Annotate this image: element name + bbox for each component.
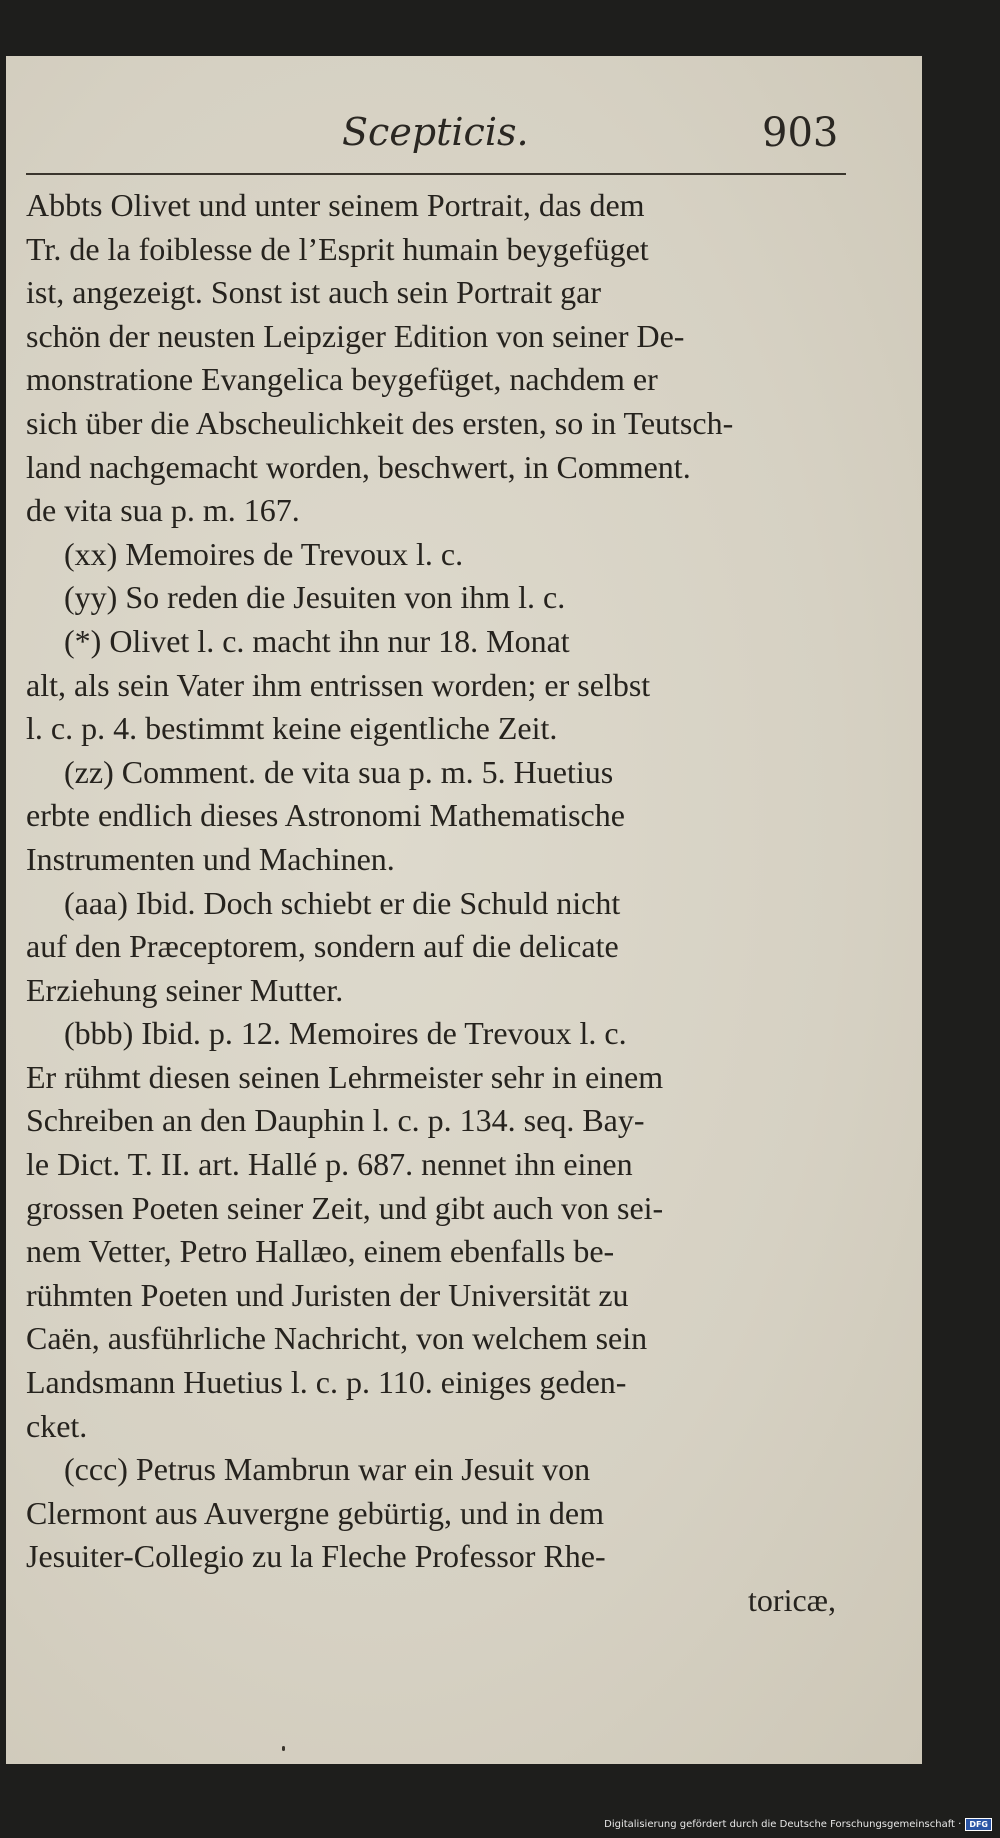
text-line: (aaa) Ibid. Doch schiebt er die Schuld nicht: [64, 884, 621, 921]
text-line: schön der neusten Leipziger Edition von seiner De-: [26, 317, 685, 354]
text-line: Clermont aus Auvergne gebürtig, und in dem: [26, 1494, 604, 1531]
text-line: land nachgemacht worden, beschwert, in Comment.: [26, 448, 691, 485]
body-text: [26, 184, 846, 1623]
text-line: alt, als sein Vater ihm entrissen worden; er selbst: [26, 666, 651, 703]
text-line: rühmten Poeten und Juristen der Universität zu: [26, 1276, 629, 1313]
header-rule: [26, 173, 846, 175]
text-line: de vita sua p. m. 167.: [26, 492, 300, 529]
page-header: [6, 110, 922, 170]
catchword: toricæ,: [748, 1582, 836, 1618]
page-number: 903: [762, 110, 839, 156]
text-line: monstratione Evangelica beygefüget, nachdem er: [26, 361, 658, 398]
book-page: [6, 56, 922, 1764]
text-line: sich über die Abscheulichkeit des ersten, so in Teutsch-: [26, 404, 734, 441]
text-line: Landsmann Huetius l. c. p. 110. einiges geden-: [26, 1364, 627, 1401]
text-line: Tr. de la foiblesse de l’Esprit humain beygefüget: [26, 230, 649, 267]
text-line: (*) Olivet l. c. macht ihn nur 18. Monat: [64, 622, 570, 659]
text-line: le Dict. T. II. art. Hallé p. 687. nennet ihn einen: [26, 1146, 633, 1183]
text-line: Instrumenten und Machinen.: [26, 840, 395, 877]
dfg-logo-icon: DFG: [965, 1818, 992, 1831]
running-title: Scepticis.: [342, 110, 529, 154]
text-line: (bbb) Ibid. p. 12. Memoires de Trevoux l. c.: [64, 1015, 627, 1052]
text-line: cket.: [26, 1407, 88, 1444]
text-line: Erziehung seiner Mutter.: [26, 971, 344, 1008]
text-line: grossen Poeten seiner Zeit, und gibt auch von sei-: [26, 1189, 664, 1226]
text-line: (yy) So reden die Jesuiten von ihm l. c.: [64, 579, 566, 616]
text-line: erbte endlich dieses Astronomi Mathematische: [26, 797, 625, 834]
text-line: l. c. p. 4. bestimmt keine eigentliche Zeit.: [26, 710, 558, 747]
text-line: (xx) Memoires de Trevoux l. c.: [64, 535, 464, 572]
text-line: (ccc) Petrus Mambrun war ein Jesuit von: [64, 1451, 591, 1488]
text-line: Abbts Olivet und unter seinem Portrait, das dem: [26, 187, 645, 223]
text-line: Jesuiter-Collegio zu la Fleche Professor Rhe-: [26, 1538, 606, 1575]
digitization-footer: [604, 1818, 992, 1831]
text-line: auf den Præceptorem, sondern auf die delicate: [26, 928, 619, 965]
text-line: ist, angezeigt. Sonst ist auch sein Portrait gar: [26, 274, 601, 311]
text-line: nem Vetter, Petro Hallæo, einem ebenfalls be-: [26, 1233, 615, 1270]
text-line: Caën, ausführliche Nachricht, von welchem sein: [26, 1320, 648, 1357]
ink-speck: [282, 1746, 285, 1751]
footer-credit: Digitalisierung gefördert durch die Deutsche Forschungsgemeinschaft ·: [604, 1819, 962, 1830]
text-line: Er rühmt diesen seinen Lehrmeister sehr in einem: [26, 1058, 664, 1095]
text-line: (zz) Comment. de vita sua p. m. 5. Huetius: [64, 753, 614, 790]
text-line: Schreiben an den Dauphin l. c. p. 134. seq. Bay-: [26, 1102, 645, 1139]
